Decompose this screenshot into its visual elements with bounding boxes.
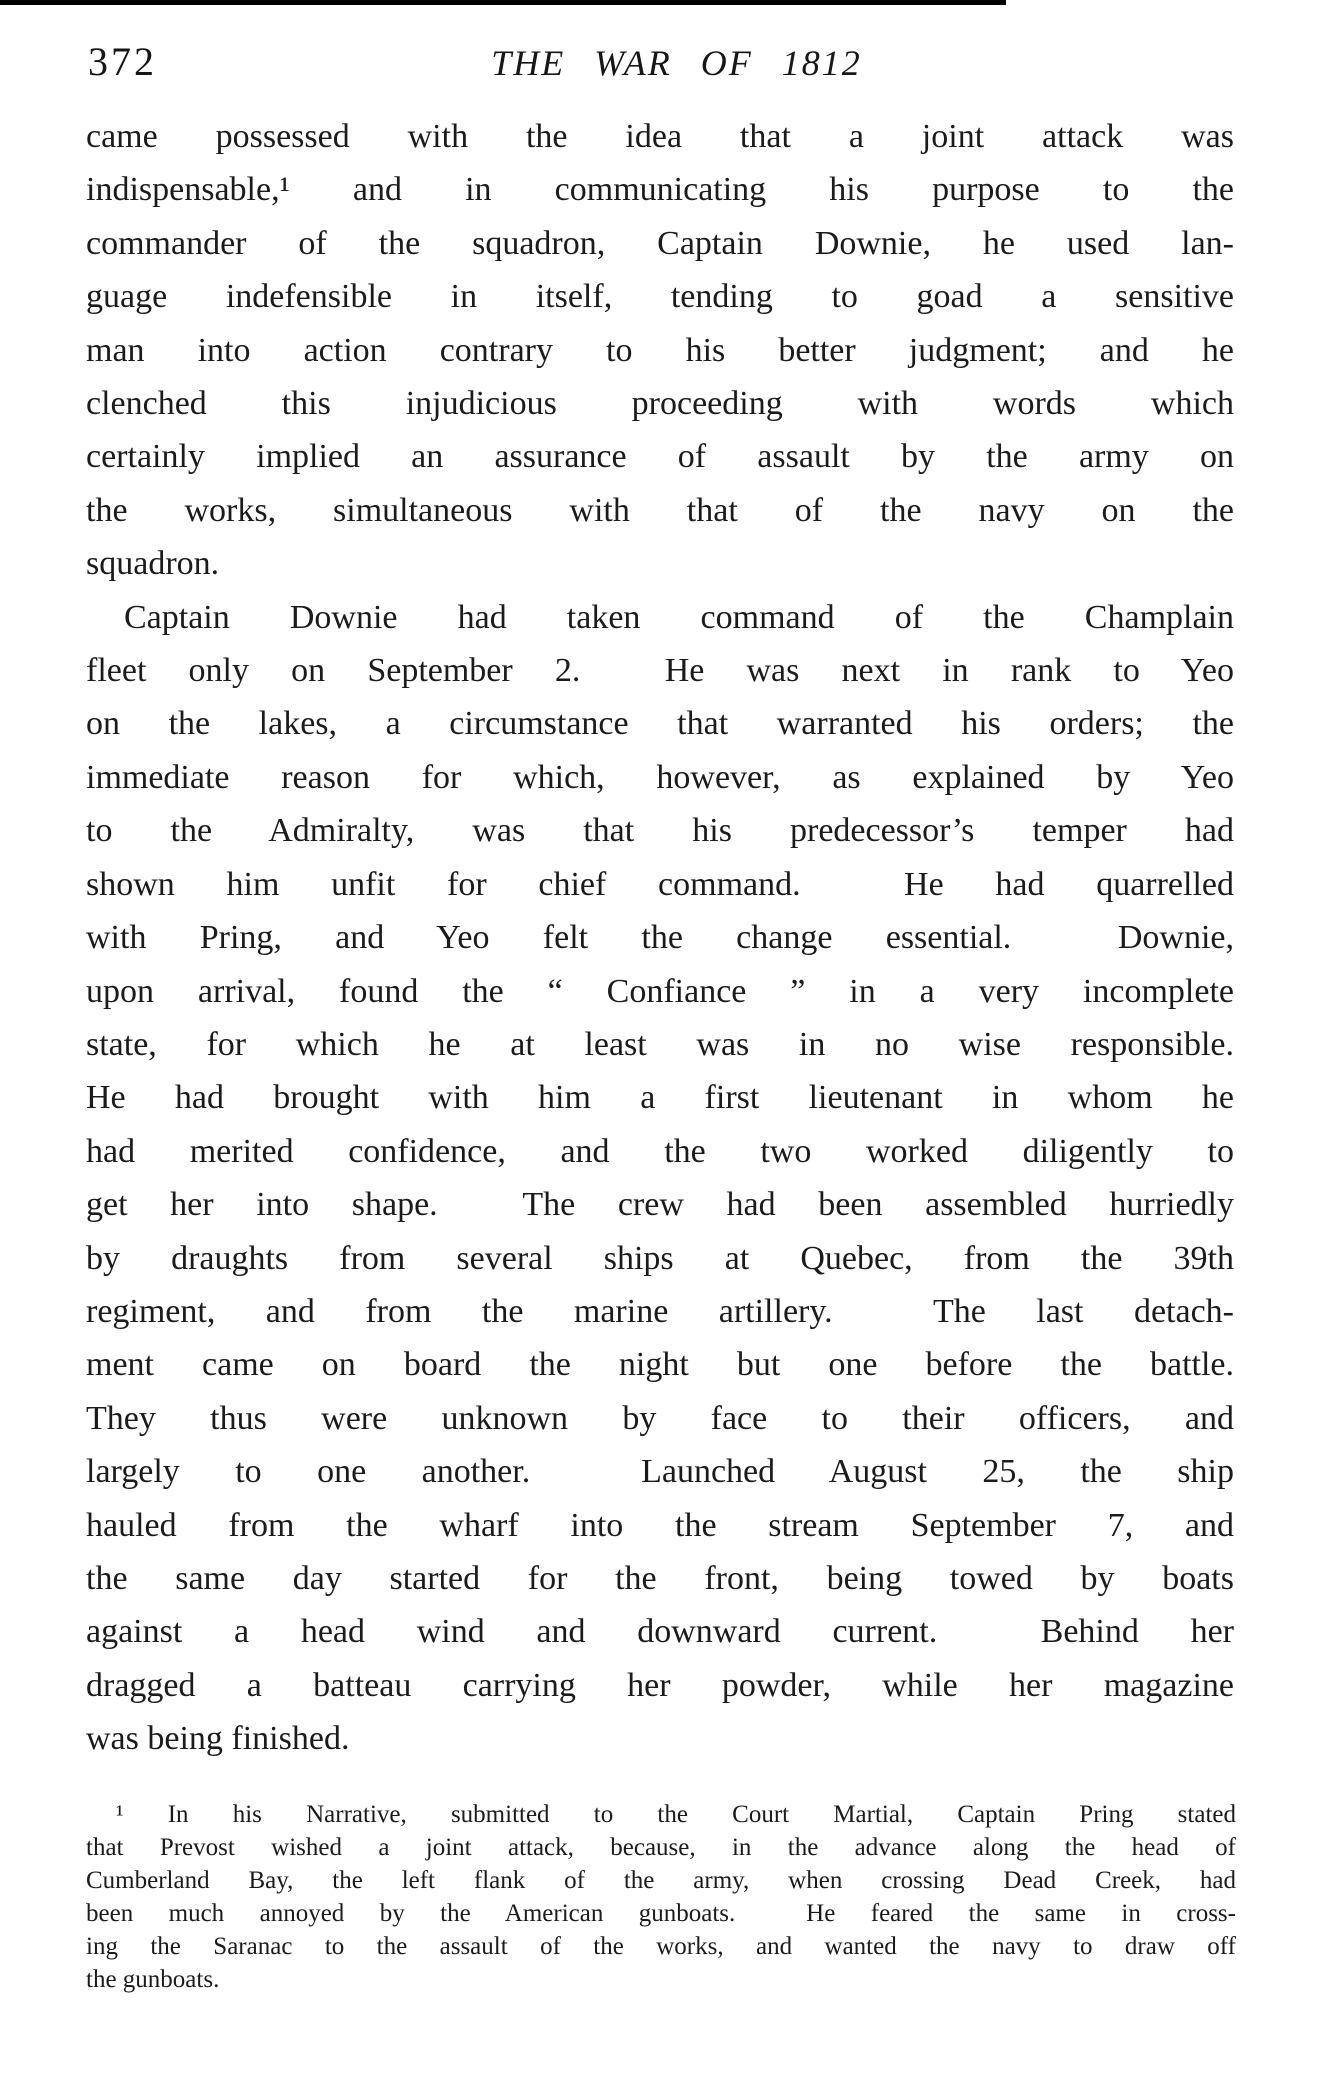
text-line: hauled from the wharf into the stream September 7, and (86, 1506, 1234, 1544)
text-line: been much annoyed by the American gunboats. He feared the same in cross- (86, 1900, 1236, 1927)
text-line: get her into shape. The crew had been assembled hurriedly (86, 1186, 1234, 1224)
text-line: with Pring, and Yeo felt the change essential. Downie, (86, 919, 1234, 957)
paragraph (86, 591, 1234, 1766)
text-line: ¹ In his Narrative, submitted to the Court Martial, Captain Pring stated (116, 1801, 1236, 1828)
footnote (86, 1798, 1236, 1996)
text-line: They thus were unknown by face to their officers, and (86, 1399, 1234, 1437)
text-line: Captain Downie had taken command of the Champlain (124, 598, 1234, 636)
text-line: immediate reason for which, however, as explained by Yeo (86, 758, 1234, 796)
text-line: ment came on board the night but one before the battle. (86, 1346, 1234, 1384)
text-line: upon arrival, found the “ Confiance ” in a very incomplete (86, 972, 1234, 1010)
text-line: certainly implied an assurance of assault by the army on (86, 438, 1234, 476)
text-line: fleet only on September 2. He was next in rank to Yeo (86, 652, 1234, 690)
text-line: largely to one another. Launched August 25, the ship (86, 1453, 1234, 1491)
text-line: shown him unfit for chief command. He had quarrelled (86, 865, 1234, 903)
text-line: the same day started for the front, being towed by boats (86, 1559, 1234, 1597)
text-line: came possessed with the idea that a joint attack was (86, 118, 1234, 155)
text-line: He had brought with him a first lieutenant in whom he (86, 1079, 1234, 1117)
text-line: to the Admiralty, was that his predecessor’s temper had (86, 812, 1234, 850)
text-line: regiment, and from the marine artillery. The last detach- (86, 1292, 1234, 1330)
text-line: dragged a batteau carrying her powder, while her magazine (86, 1666, 1234, 1704)
text-line: Cumberland Bay, the left flank of the army, when crossing Dead Creek, had (86, 1867, 1236, 1894)
text-line: state, for which he at least was in no wise responsible. (86, 1025, 1234, 1063)
paragraph (86, 110, 1234, 591)
text-line: had merited confidence, and the two worked diligently to (86, 1132, 1234, 1170)
text-line: squadron. (86, 545, 220, 583)
text-line: man into action contrary to his better judgment; and he (86, 331, 1234, 369)
text-line: indispensable,¹ and in communicating his purpose to the (86, 171, 1234, 209)
text-line: on the lakes, a circumstance that warranted his orders; the (86, 705, 1234, 743)
text-line: guage indefensible in itself, tending to goad a sensitive (86, 278, 1234, 316)
page-number: 372 (88, 39, 157, 84)
text-line: by draughts from several ships at Quebec, from the 39th (86, 1239, 1234, 1277)
scan-edge-artifact (0, 0, 1006, 5)
text-line: ing the Saranac to the assault of the works, and wanted the navy to draw off (86, 1933, 1236, 1960)
text-line: the gunboats. (86, 1966, 220, 1993)
text-line: against a head wind and downward current. Behind her (86, 1613, 1234, 1651)
body-text (86, 110, 1234, 1766)
text-line: was being finished. (86, 1720, 350, 1758)
text-line: the works, simultaneous with that of the navy on the (86, 491, 1234, 529)
text-line: that Prevost wished a joint attack, because, in the advance along the head of (86, 1834, 1236, 1861)
text-line: clenched this injudicious proceeding with words which (86, 385, 1234, 423)
text-line: commander of the squadron, Captain Downie, he used lan- (86, 224, 1234, 262)
running-header-title: THE WAR OF 1812 (491, 43, 862, 83)
